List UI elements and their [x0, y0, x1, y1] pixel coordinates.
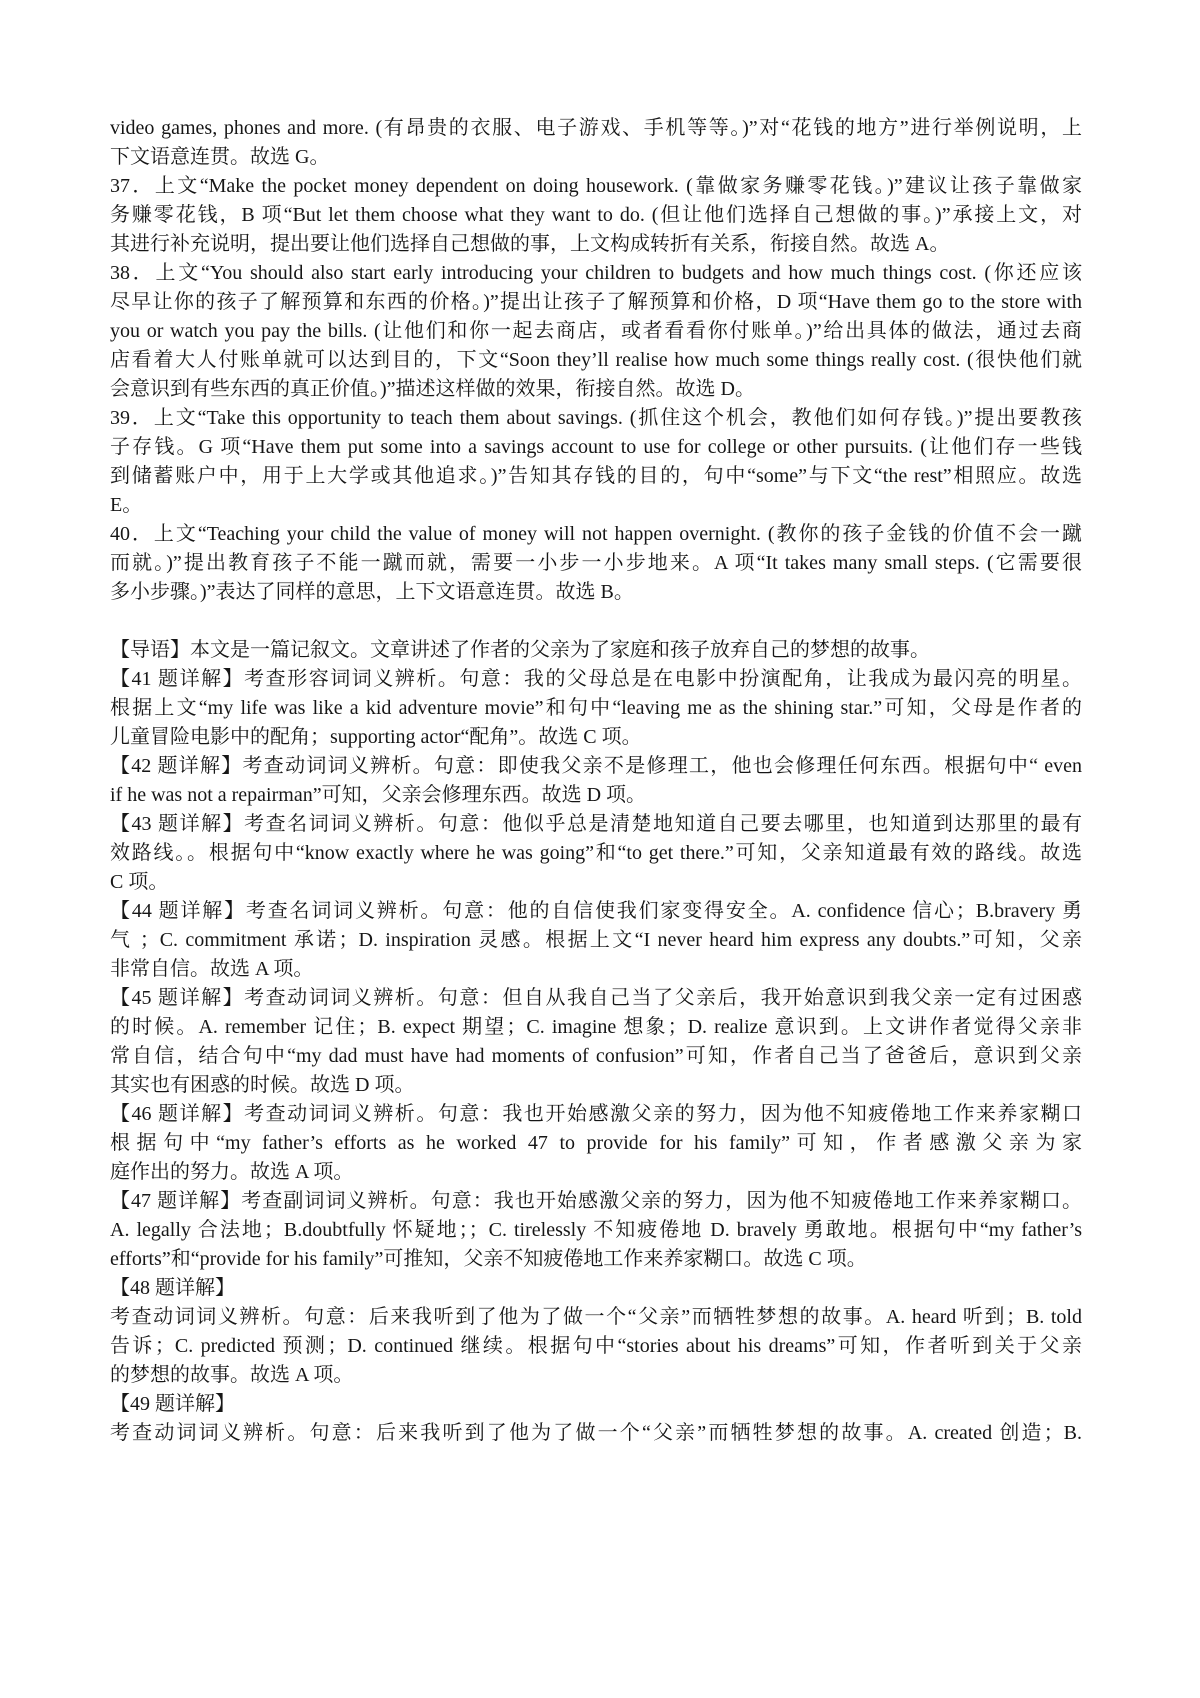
explanation-paragraph — [110, 1419, 1082, 1448]
explanation-paragraph — [110, 984, 1082, 1100]
text-line: 到储蓄账户中，用于上大学或其他追求。)”告知其存钱的目的，句中“some”与下文“the rest”相照应。故选 — [110, 465, 1082, 487]
explanation-paragraph — [110, 259, 1082, 404]
text-line: 【导语】本文是一篇记叙文。文章讲述了作者的父亲为了家庭和孩子放弃自己的梦想的故事。 — [110, 639, 930, 661]
text-line: 下文语意连贯。故选 G。 — [110, 146, 330, 168]
text-line: efforts”和“provide for his family”可推知，父亲不知疲倦地工作来养家糊口。故选 C 项。 — [110, 1248, 867, 1270]
text-line: 效路线。。根据句中“know exactly where he was going”和“to get there.”可知，父亲知道最有效的路线。故选 — [110, 842, 1082, 864]
explanation-paragraph — [110, 520, 1082, 607]
text-line: 40．上文“Teaching your child the value of money will not happen overnight. (教你的孩子金钱的价值不会一蹴 — [110, 523, 1082, 545]
text-line: 其进行补充说明，提出要让他们选择自己想做的事，上文构成转折有关系，衔接自然。故选 A。 — [110, 233, 950, 255]
text-line: 多小步骤。)”表达了同样的意思，上下文语意连贯。故选 B。 — [110, 581, 634, 603]
text-line: 【43 题详解】考查名词词义辨析。句意：他似乎总是清楚地知道自己要去哪里，也知道到达那里的最有 — [110, 813, 1082, 835]
document-body — [110, 114, 1082, 1448]
text-line: 【45 题详解】考查动词词义辨析。句意：但自从我自己当了父亲后，我开始意识到我父亲一定有过困惑 — [110, 987, 1082, 1009]
text-line: 【46 题详解】考查动词词义辨析。句意：我也开始感激父亲的努力，因为他不知疲倦地工作来养家糊口 — [110, 1103, 1082, 1125]
explanation-paragraph — [110, 1274, 1082, 1303]
explanation-paragraph — [110, 665, 1082, 752]
text-line: 儿童冒险电影中的配角；supporting actor“配角”。故选 C 项。 — [110, 726, 642, 748]
text-line: 【41 题详解】考查形容词词义辨析。句意：我的父母总是在电影中扮演配角，让我成为最闪亮的明星。 — [110, 668, 1082, 690]
text-line: 非常自信。故选 A 项。 — [110, 958, 314, 980]
text-line: 【44 题详解】考查名词词义辨析。句意：他的自信使我们家变得安全。A. confidence 信心；B.bravery 勇 — [110, 900, 1082, 922]
text-line: video games, phones and more. (有昂贵的衣服、电子游戏、手机等等。)”对“花钱的地方”进行举例说明，上 — [110, 117, 1082, 139]
text-line: 考查动词词义辨析。句意：后来我听到了他为了做一个“父亲”而牺牲梦想的故事。A. heard 听到；B. told — [110, 1306, 1082, 1328]
text-line: 会意识到有些东西的真正价值。)”描述这样做的效果，衔接自然。故选 D。 — [110, 378, 755, 400]
answer-explanations-section — [110, 114, 1082, 607]
text-line: 店看着大人付账单就可以达到目的，下文“Soon they’ll realise how much some things really cost. (很快他们就 — [110, 349, 1082, 371]
text-line: 根据句中“my father’s efforts as he worked 47 to provide for his family”可知，作者感激父亲为家 — [110, 1132, 1082, 1154]
text-line: 38．上文“You should also start early introducing your children to budgets and how much things cost. (你还应该 — [110, 262, 1082, 284]
text-line: 务赚零花钱，B 项“But let them choose what they want to do. (但让他们选择自己想做的事。)”承接上文，对 — [110, 204, 1082, 226]
text-line: 根据上文“my life was like a kid adventure movie”和句中“leaving me as the shining star.”可知，父母是作者的 — [110, 697, 1082, 719]
text-line: you or watch you pay the bills. (让他们和你一起去商店，或者看看你付账单。)”给出具体的做法，通过去商 — [110, 320, 1082, 342]
explanation-paragraph — [110, 810, 1082, 897]
text-line: 的时候。A. remember 记住；B. expect 期望；C. imagine 想象；D. realize 意识到。上文讲作者觉得父亲非 — [110, 1016, 1082, 1038]
explanation-paragraph — [110, 1390, 1082, 1419]
text-line: 的梦想的故事。故选 A 项。 — [110, 1364, 354, 1386]
explanation-paragraph — [110, 636, 1082, 665]
passage-explanations-section — [110, 636, 1082, 1448]
text-line: 【48 题详解】 — [110, 1277, 235, 1299]
explanation-paragraph — [110, 1100, 1082, 1187]
text-line: 【42 题详解】考查动词词义辨析。句意：即使我父亲不是修理工，他也会修理任何东西。根据句中“ even — [110, 755, 1082, 777]
explanation-paragraph — [110, 404, 1082, 520]
explanation-paragraph — [110, 897, 1082, 984]
text-line: 气 ；C. commitment 承诺；D. inspiration 灵感。根据上文“I never heard him express any doubts.”可知，父亲 — [110, 929, 1082, 951]
text-line: E。 — [110, 494, 143, 516]
explanation-paragraph — [110, 1187, 1082, 1274]
explanation-paragraph — [110, 752, 1082, 810]
text-line: 37．上文“Make the pocket money dependent on doing housework. (靠做家务赚零花钱。)”建议让孩子靠做家 — [110, 175, 1082, 197]
explanation-paragraph — [110, 114, 1082, 172]
text-line: 而就。)”提出教育孩子不能一蹴而就，需要一小步一小步地来。A 项“It takes many small steps. (它需要很 — [110, 552, 1082, 574]
text-line: 子存钱。G 项“Have them put some into a savings account to use for college or other pursuits. (让他们存一些钱 — [110, 436, 1082, 458]
explanation-paragraph — [110, 172, 1082, 259]
text-line: 其实也有困惑的时候。故选 D 项。 — [110, 1074, 415, 1096]
text-line: C 项。 — [110, 871, 169, 893]
text-line: if he was not a repairman”可知，父亲会修理东西。故选 D 项。 — [110, 784, 647, 806]
text-line: A. legally 合法地；B.doubtfully 怀疑地；；C. tirelessly 不知疲倦地 D. bravely 勇敢地。根据句中“my father’s — [110, 1219, 1082, 1241]
explanation-paragraph — [110, 1303, 1082, 1390]
text-line: 考查动词词义辨析。句意：后来我听到了他为了做一个“父亲”而牺牲梦想的故事。A. created 创造；B. — [110, 1422, 1082, 1444]
text-line: 尽早让你的孩子了解预算和东西的价格。)”提出让孩子了解预算和价格，D 项“Have them go to the store with — [110, 291, 1082, 313]
text-line: 庭作出的努力。故选 A 项。 — [110, 1161, 354, 1183]
text-line: 39．上文“Take this opportunity to teach them about savings. (抓住这个机会，教他们如何存钱。)”提出要教孩 — [110, 407, 1082, 429]
text-line: 【49 题详解】 — [110, 1393, 235, 1415]
text-line: 【47 题详解】考查副词词义辨析。句意：我也开始感激父亲的努力，因为他不知疲倦地工作来养家糊口。 — [110, 1190, 1082, 1212]
text-line: 告诉；C. predicted 预测；D. continued 继续。根据句中“stories about his dreams”可知，作者听到关于父亲 — [110, 1335, 1082, 1357]
text-line: 常自信，结合句中“my dad must have had moments of confusion”可知，作者自己当了爸爸后，意识到父亲 — [110, 1045, 1082, 1067]
